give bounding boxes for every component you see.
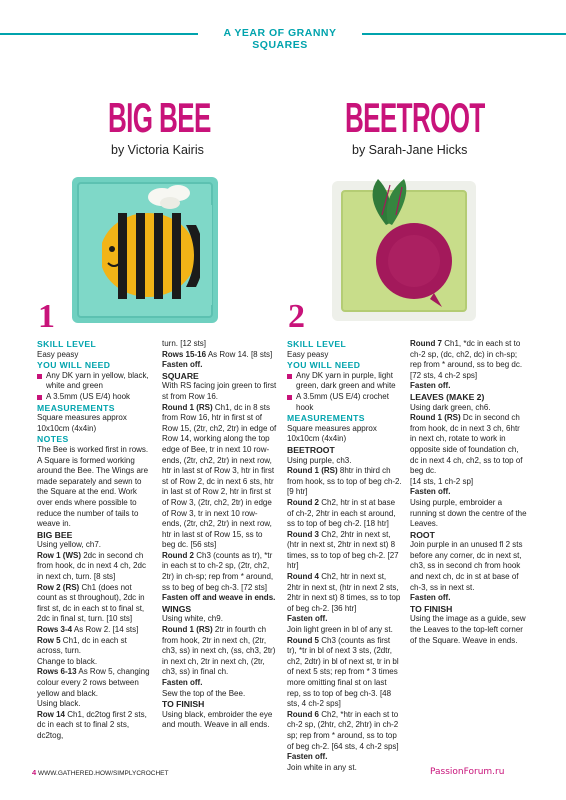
instruction: Round 1 (RS) Ch1, dc in 8 sts from Row 16, htr in first st of Row 15, (2tr, ch2, 2tr) in edge of Row 14, working along the top edge of Bee, tr in next 10 row-ends, (2tr, ch2, 2tr) in next row, htr in last st of Row 3, htr in first st of Row 2, dc in next 6 sts, htr in last st of Row 2, htr in first st of Row 3, (2tr, ch2, 2tr) in edge of Row 3, tr in next 10 row-ends, (2tr, ch2, 2tr) in next row, htr in last st of Row 15, ss to beg dc. [56 sts]: [162, 402, 277, 550]
skill-level-heading: SKILL LEVEL: [37, 339, 97, 349]
instruction: Round 2 Ch2, htr in st at base of ch-2, 2htr in each st around, ss to top of beg ch-2. [18 htr]: [287, 497, 396, 529]
wings-heading: WINGS: [162, 603, 192, 614]
instruction: With RS facing join green to first st from Row 16.: [162, 381, 277, 401]
measurements: Square measures approx 10x10cm (4x4in): [287, 423, 377, 444]
instruction: Fasten off.: [287, 614, 328, 624]
instruction: Fasten off.: [162, 360, 203, 370]
pattern-2-title: BEETROOT: [345, 94, 485, 141]
instruction: Using dark green, ch6.: [410, 402, 491, 412]
instruction: Rows 3-4 As Row 2. [14 sts]: [37, 625, 139, 635]
instruction: Round 1 (RS) Dc in second ch from hook, dc in next 3 ch, 6htr in next ch, rotate to work in opposite side of foundation ch, dc in next 4 ch, ch2, ss to top of beg dc.: [410, 413, 523, 476]
column-2: [162, 339, 277, 731]
page-number: 4: [32, 768, 37, 777]
instruction: Round 5 Ch3 (counts as first tr), *tr in bl of next 3 sts, (2dtr, ch2, 2dtr) in bl of next st, tr in bl of next 5 sts; rep from * 3 times more omitting final st on last rep, ss to top of beg ch-3. [48 sts, 4 ch-2 sps]: [287, 635, 399, 709]
instruction: Fasten off.: [410, 593, 451, 603]
footer-url[interactable]: WWW.GATHERED.HOW/SIMPLYCROCHET: [37, 770, 169, 777]
page-footer: [32, 768, 168, 777]
instruction: Fasten off and weave in ends.: [162, 593, 276, 603]
need-item: Any DK yarn in purple, light green, dark green and white: [287, 371, 402, 392]
you-will-need-heading: YOU WILL NEED: [37, 360, 111, 371]
instruction: Round 1 (RS) 2tr in fourth ch from hook, 2tr in next ch, (2tr, ch3, ss) in next ch, (ss, ch3, 2tr) in next ch, 2tr in next ch, (2tr, ch3, ss) in final ch.: [162, 625, 276, 677]
root-heading: ROOT: [410, 529, 435, 540]
need-item: A 3.5mm (US E/4) crochet hook: [287, 392, 402, 413]
column-1: [37, 339, 152, 742]
column-4: [410, 339, 528, 646]
skill-level: Easy peasy: [287, 349, 329, 359]
instruction: Round 4 Ch2, htr in next st, 2htr in next st, (htr in next 2 sts, 2htr in next st) 8 times, ss to top of beg ch-2. [36 htr]: [287, 572, 401, 613]
square-heading: SQUARE: [162, 370, 199, 381]
instruction: Row 14 Ch1, dc2tog first 2 sts, dc in each st to final 2 sts, dc2tog,: [37, 709, 147, 740]
measurements-heading: MEASUREMENTS: [37, 402, 115, 413]
beetroot-heading: BEETROOT: [287, 444, 335, 455]
instruction: Round 2 Ch3 (counts as tr), *tr in each st to ch-2 sp, (2tr, ch2, 2tr) in ch-sp; rep from * around, ss to beg of beg ch-3. [72 sts]: [162, 550, 274, 592]
need-item: Any DK yarn in yellow, black, white and green: [37, 371, 152, 392]
notes-heading: NOTES: [37, 434, 69, 445]
section-title: A YEAR OF GRANNY SQUARES: [223, 27, 337, 51]
instruction: Change to black.: [37, 656, 98, 666]
skill-level: Easy peasy: [37, 349, 79, 359]
instruction: Fasten off.: [287, 752, 328, 762]
instruction: Round 7 Ch1, *dc in each st to ch-2 sp, (dc, ch2, dc) in ch-sp; rep from * around, ss to beg dc.: [410, 339, 523, 370]
instruction: Fasten off.: [410, 487, 451, 497]
instruction: Using black.: [37, 699, 81, 709]
instruction: [14 sts, 1 ch-2 sp]: [410, 476, 474, 486]
instruction: Using purple, ch3.: [287, 455, 352, 465]
beetroot-photo: [330, 175, 480, 325]
instruction: Round 1 (RS) 8htr in third ch from hook, ss to top of beg ch-2. [9 htr]: [287, 466, 402, 497]
instruction: Fasten off.: [162, 678, 203, 687]
to-finish-heading: TO FINISH: [410, 603, 453, 614]
instruction: Join purple in an unused fl 2 sts before any corner, dc in next st, ch3, ss in second ch from hook and next ch, dc in st at base of ch-3, ss in next st.: [410, 540, 523, 592]
instruction: Join white in any st.: [287, 762, 357, 772]
big-bee-heading: BIG BEE: [37, 529, 73, 540]
need-item: A 3.5mm (US E/4) hook: [37, 392, 152, 403]
skill-level-heading: SKILL LEVEL: [287, 339, 347, 349]
to-finish-heading: TO FINISH: [162, 699, 205, 710]
watermark: PassionForum.ru: [430, 767, 505, 777]
big-bee-photo: [70, 175, 220, 325]
measurements-heading: MEASUREMENTS: [287, 413, 365, 424]
notes: The Bee is worked first in rows. A Square is formed working around the Bee. The Wings are made separately and sewn to the Square at the end. Work over ends where possible to reduce the number of tails to weave in.: [37, 444, 149, 529]
leaves-heading: LEAVES (MAKE 2): [410, 391, 485, 402]
instruction: Rows 15-16 As Row 14. [8 sts]: [162, 349, 273, 359]
instruction: [72 sts, 4 ch-2 sps]: [410, 370, 478, 380]
instruction: Using the image as a guide, sew the Leaves to the top-left corner of the Square. Weave in ends.: [410, 614, 526, 645]
header-rule-left: [0, 33, 198, 35]
instruction: Row 5 Ch1, dc in each st across, turn.: [37, 635, 127, 656]
pattern-2-number: 2: [288, 298, 305, 335]
instruction: turn. [12 sts]: [162, 339, 207, 348]
instruction: Row 1 (WS) 2dc in second ch from hook, dc in next 4 ch, 2dc in next ch, turn. [8 sts]: [37, 550, 146, 582]
instruction: Using purple, embroider a running st down the centre of the Leaves.: [410, 497, 527, 529]
pattern-1-number: 1: [38, 298, 55, 335]
instruction: Join light green in bl of any st.: [287, 625, 393, 635]
measurements: Square measures approx 10x10cm (4x4in): [37, 413, 127, 433]
pattern-1-title: BIG BEE: [108, 94, 211, 141]
instruction: Sew the top of the Bee.: [162, 688, 246, 698]
pattern-1-byline: by Victoria Kairis: [111, 143, 204, 157]
instruction: Row 2 (RS) Ch1 (does not count as st throughout), 2dc in first st, dc in each st to final st, 2dc in final st, turn. [10 sts]: [37, 582, 145, 624]
you-will-need-heading: YOU WILL NEED: [287, 360, 361, 371]
section-header: [0, 27, 566, 51]
pattern-2-byline: by Sarah-Jane Hicks: [352, 143, 468, 157]
instruction: Round 6 Ch2, *htr in each st to ch-2 sp, (2htr, ch2, 2htr) in ch-2 sp; rep from * around, ss to top of beg ch-2. [64 sts, 4 ch-2 sps]: [287, 709, 399, 751]
instruction: Round 3 Ch2, 2htr in next st, (htr in next st, 2htr in next st) 8 times, ss to top of beg ch-2. [27 htr]: [287, 529, 399, 571]
instruction: Using black, embroider the eye and mouth. Weave in all ends.: [162, 709, 273, 730]
instruction: Using white, ch9.: [162, 614, 223, 624]
column-3: [287, 339, 402, 773]
instruction: Using yellow, ch7.: [37, 540, 102, 550]
header-rule-right: [362, 33, 566, 35]
instruction: Fasten off.: [410, 381, 451, 391]
instruction: Rows 6-13 As Row 5, changing colour every 2 rows between yellow and black.: [37, 667, 150, 698]
